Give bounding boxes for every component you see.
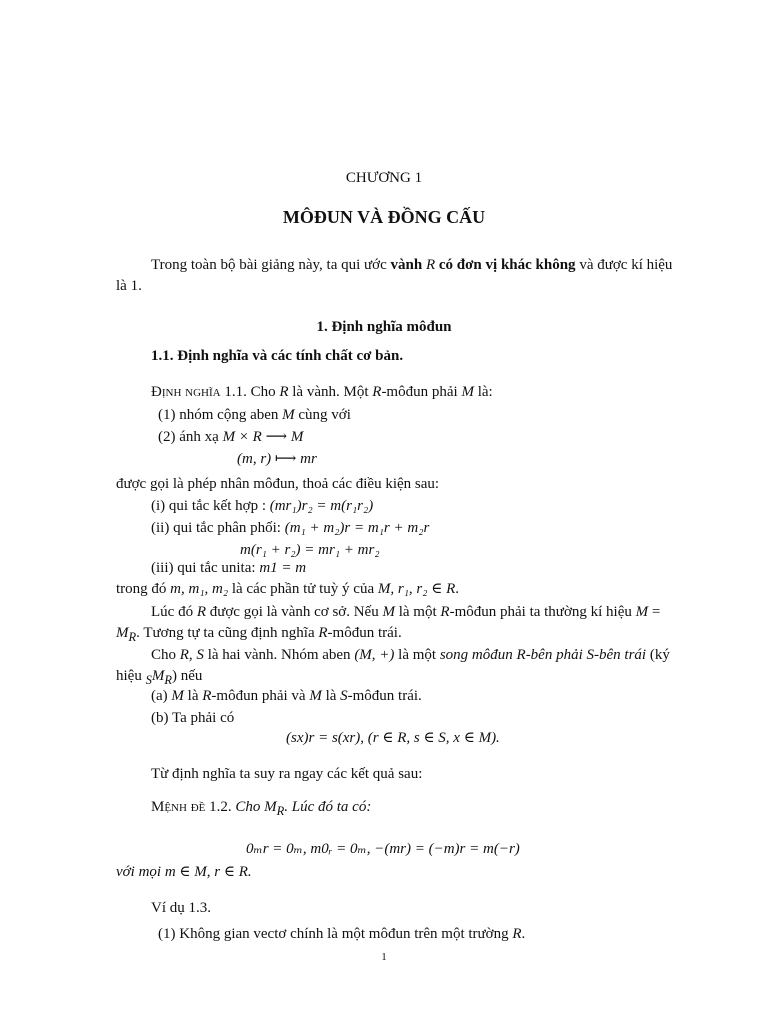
section-heading: 1. Định nghĩa môđun <box>316 319 452 335</box>
bimodule-condition-b: (b) Ta phải có <box>151 710 235 726</box>
intro-line-1: Trong toàn bộ bài giảng này, ta qui ước vành R có đơn vị khác không và được kí hiệu <box>151 257 673 273</box>
chapter-heading: CHƯƠNG 1 <box>345 170 423 186</box>
def-item-2: (2) ánh xạ M × R ⟶ M <box>158 429 304 445</box>
rule-distributive: (ii) qui tắc phân phối: (m₁ + m₂)r = m₁r + m₂r <box>151 520 430 536</box>
base-ring-line-2: $M_R$. Tương tự ta cũng định nghĩa R-môđun trái. <box>116 625 402 644</box>
def-item-2-map: (m, r) ⟼ mr <box>237 451 317 467</box>
rule-unital: (iii) qui tắc unita: m1 = m <box>151 560 307 576</box>
proposition-equation: 0ₘr = 0ₘ, m0ᵣ = 0ₘ, −(mr) = (−m)r = m(−r) <box>246 841 520 857</box>
definition-1-1: Định nghĩa 1.1. Cho R là vành. Một R-môđun phải M là: <box>151 384 493 400</box>
def-item-1: (1) nhóm cộng aben M cùng với <box>158 407 351 423</box>
example-heading: Ví dụ 1.3. <box>151 900 211 916</box>
page-number: 1 <box>381 951 387 963</box>
subsection-heading: 1.1. Định nghĩa và các tính chất cơ bản. <box>151 348 404 364</box>
proposition-for-all: với mọi m ∈ M, r ∈ R. <box>116 864 252 880</box>
example-item-1: (1) Không gian vectơ chính là một môđun trên một trường R. <box>158 926 526 942</box>
where-line: trong đó m, m₁, m₂ là các phần tử tuỳ ý của M, r₁, r₂ ∈ R. <box>116 581 459 597</box>
consequence-line: Từ định nghĩa ta suy ra ngay các kết quả sau: <box>151 766 423 782</box>
called-line: được gọi là phép nhân môđun, thoả các điều kiện sau: <box>116 476 440 492</box>
rule-associative: (i) qui tắc kết hợp : (mr₁)r₂ = m(r₁r₂) <box>151 498 374 514</box>
bimodule-condition-a: (a) M là R-môđun phải và M là S-môđun trái. <box>151 688 422 704</box>
proposition-1-2: Mệnh đề 1.2. Cho $M_R$. Lúc đó ta có: <box>151 799 372 818</box>
chapter-title: MÔĐUN VÀ ĐỒNG CẤU <box>282 207 486 227</box>
rule-distributive-2: m(r₁ + r₂) = mr₁ + mr₂ <box>240 542 380 558</box>
bimodule-equation: (sx)r = s(xr), (r ∈ R, s ∈ S, x ∈ M). <box>286 730 500 746</box>
bimodule-line-2: hiệu $_SM_R$) nếu <box>116 668 203 687</box>
bimodule-line-1: Cho R, S là hai vành. Nhóm aben (M, +) là một song môđun R-bên phải S-bên trái (ký <box>151 647 670 663</box>
base-ring-line-1: Lúc đó R được gọi là vành cơ sở. Nếu M là một R-môđun phải ta thường kí hiệu M = <box>151 604 661 620</box>
intro-line-2: là 1. <box>116 278 142 294</box>
